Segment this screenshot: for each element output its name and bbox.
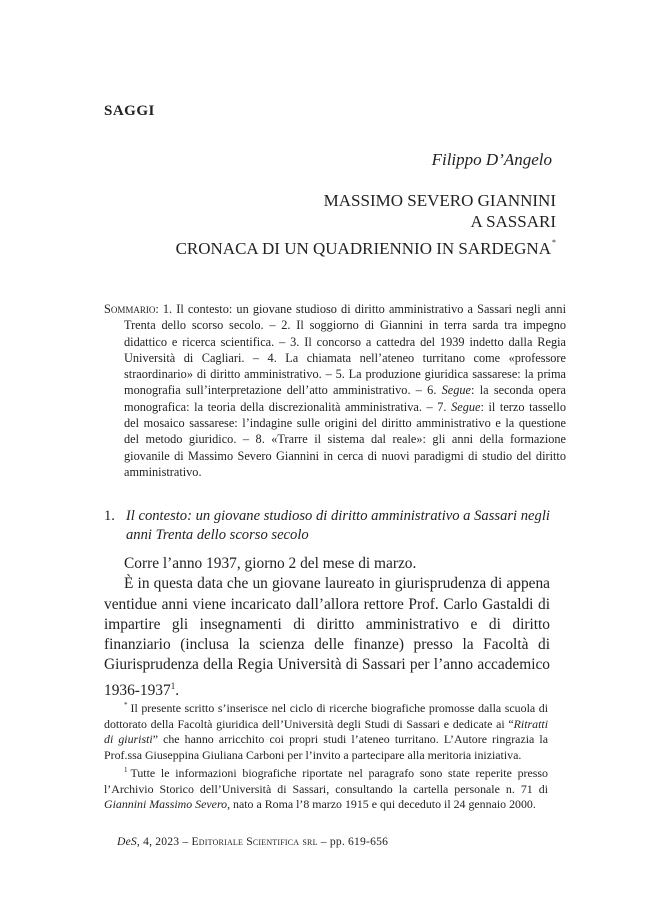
- summary-text-1: : 1. Il contesto: un giovane studioso di diritto amministrativo a Sassari negli anni Trenta dello scorso secolo. – 2. Il soggiorno di Giannini in terra sarda tra impegno didattico e ricerca scientifica. – 3. Il concorso a cattedra del 1939 indetto dalla Regia Università di Cagliari. – 4. La chiamata nell’ateneo turritano come «professore straordinario» di diritto amministrativo. – 5. La produzione giuridica sassarese: la prima monografia sull’interpretazione dell’atto amministrativo. – 6.: [124, 302, 566, 398]
- footnote-star-text-a: Il presente scritto s’inserisce nel ciclo di ricerche biografiche promosse dalla scuola di dottorato della Facoltà giuridica dell’Università degli Studi di Sassari e dedicate ai “: [104, 701, 548, 731]
- section-label: SAGGI: [104, 103, 155, 119]
- title-line-3-text: CRONACA DI UN QUADRIENNIO IN SARDEGNA: [175, 239, 551, 258]
- body-paragraph-2-text: È in questa data che un giovane laureato in giurisprudenza di appena ventidue anni viene incaricato dall’allora rettore Prof. Carlo Gastaldi di impartire gli insegnamenti di diritto amministrativo e di diritto finanziario (inclusa la scienza delle finanze) presso la Facoltà di Giurisprudenza della Regia Università di Sassari per l’anno accademico 1936-1937: [104, 575, 550, 699]
- summary: [104, 301, 566, 480]
- footnote-star: [104, 698, 548, 763]
- footer-publisher: Editoriale Scientifica srl: [191, 835, 318, 848]
- footnote-1: [104, 763, 548, 813]
- article-title: [176, 190, 556, 259]
- section-heading: [104, 507, 570, 545]
- footer-issue: , 4, 2023 –: [136, 835, 192, 848]
- summary-text-3: : il terzo tassello del mosaico sassarese: l’indagine sulle origini del diritto amministrativo e la questione del metodo giuridico. – 8. «Trarre il sistema dal reale»: gli anni della formazione giovanile di Massimo Severo Giannini in cerca di nuovi paradigmi di studio del diritto amministrativo.: [124, 399, 566, 479]
- summary-segue-1: Segue: [441, 383, 472, 398]
- title-footnote-marker[interactable]: *: [552, 238, 556, 247]
- summary-text-2: : la seconda opera monografica: la teoria della discrezionalità amministrativa. – 7.: [124, 383, 566, 414]
- summary-segue-2: Segue: [451, 399, 481, 414]
- body-paragraph-1: Corre l’anno 1937, giorno 2 del mese di marzo.: [124, 555, 417, 572]
- footnote-1-text-b: , nato a Roma l’8 marzo 1915 e qui deceduto il 24 gennaio 2000.: [227, 797, 536, 811]
- footnote-star-marker: *: [124, 701, 128, 709]
- footnote-star-italic: Ritratti di giuristi: [104, 716, 548, 746]
- section-number: 1.: [104, 508, 115, 524]
- body-paragraph-2: [104, 574, 550, 701]
- title-line-3: [176, 232, 556, 259]
- footnote-1-text-a: Tutte le informazioni biografiche riportate nel paragrafo sono state reperite presso l’Archivio Storico dell’Università di Sassari, consultando la cartella personale n. 71 di: [104, 766, 548, 796]
- footnote-star-text-b: ” che hanno arricchito coi propri studi l’ateneo turritano. L’Autore ringrazia la Prof.ssa Giuseppina Giuliana Carboni per l’invito a partecipare alla meritoria iniziativa.: [104, 732, 548, 762]
- summary-label: Sommario: [104, 302, 156, 316]
- title-line-1: MASSIMO SEVERO GIANNINI: [323, 191, 556, 210]
- section-heading-text: Il contesto: un giovane studioso di diritto amministrativo a Sassari negli anni Trenta dello scorso secolo: [125, 508, 550, 543]
- footnote-1-italic: Giannini Massimo Severo: [104, 797, 228, 811]
- body-paragraph-2-end: .: [175, 681, 180, 699]
- footnote-1-marker: 1: [124, 766, 128, 774]
- footer-journal: DeS: [117, 835, 137, 848]
- title-line-2: A SASSARI: [470, 212, 556, 231]
- footnote-ref-1[interactable]: 1: [170, 680, 176, 691]
- author-name: Filippo D’Angelo: [431, 150, 552, 169]
- body-text: [104, 554, 550, 701]
- footer-pages: – pp. 619-656: [317, 835, 389, 848]
- page-footer: [117, 835, 388, 848]
- footnotes: [104, 698, 548, 813]
